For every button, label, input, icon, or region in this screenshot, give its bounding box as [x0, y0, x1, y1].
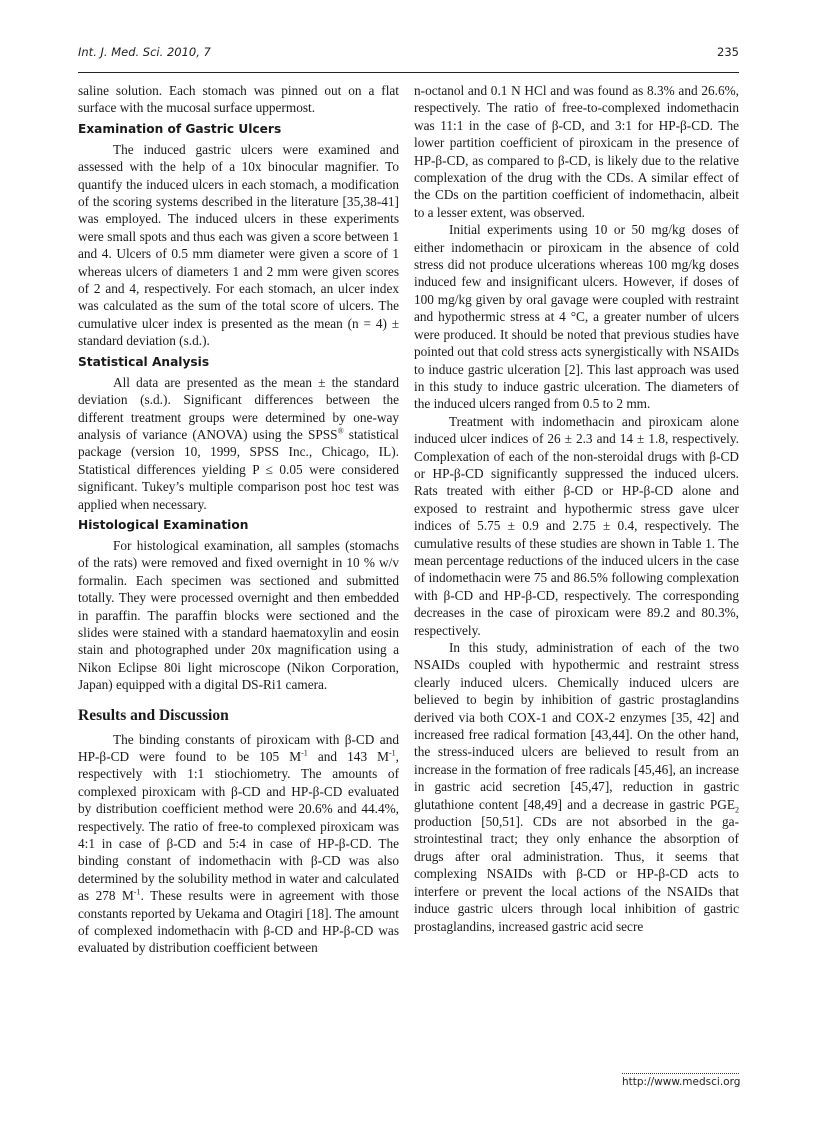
right-column — [414, 82, 739, 935]
left-column — [78, 82, 399, 957]
paragraph: saline solution. Each stomach was pinned out on a flat surface with the mucosal surface uppermost. — [78, 83, 399, 116]
registered-mark: ® — [337, 426, 344, 436]
paragraph: The induced gastric ulcers were examined and assessed with the help of a 10x binocular magnifier. To quantify the induced ulcers in each stomach, a modification of the scoring systems described in the literature [35,38-41] was employed. The induced ulcers in these experiments were small spots and thus each was given a score between 1 and 4. Ulcers of 0.5 mm diameter were given a score of 1 whereas ulcers of diameters 1 and 2 mm were given scores of 2 and 4, respectively. For each stomach, an ulcer index was calculated as the sum of the total score of ulcers. The cumulative ulcer index is presented as the mean (n = 4) ± standard deviation (s.d.). — [78, 141, 399, 349]
journal-citation: Int. J. Med. Sci. 2010, 7 — [78, 45, 211, 59]
paragraph: n-octanol and 0.1 N HCl and was found as 8.3% and 26.6%, respectively. The ratio of free-to-complexed indomethacin was 11:1 in the case of β-CD, and 3:1 for HP-β-CD. The lower partition coefficient of piroxicam in the presence of HP-β-CD, as compared to β-CD, is likely due to the relative complexation of the drug with the CDs. A similar effect of the CDs on the partition coefficient of indomethacin, albeit to a lesser extent, was observed. — [414, 83, 739, 220]
paragraph: For histological examination, all samples (stomachs of the rats) were removed and fixed overnight in 10 % w/v formalin. Each specimen was sectioned and submitted totally. They were processed overnight and then embedded in paraffin. The paraffin blocks were sectioned and the slides were stained with a standard haematoxylin and eosin stain and photographed under 20x magnification using a Nikon Eclipse 80i light microscope (Nikon Corporation, Japan) equipped with a digital DS-Ri1 camera. — [78, 537, 399, 693]
section-heading-histological-examination: Histological Examination — [78, 517, 249, 532]
running-header — [78, 45, 739, 65]
paragraph: The binding constants of piroxicam with β-CD and HP-β-CD were found to be 105 $M^{-1}$ and 143 $M^{-1}$, respectively with 1:1 stiochiometry. The amounts of complexed piroxicam with β-CD and HP-β-CD evaluated by distribution coefficient method were 20.6% and 44.4%, respectively. The ratio of free-to complexed piroxicam was 4:1 in case of β-CD and 5:4 in case of HP-β-CD. The binding constant of indomethacin with β-CD was also determined by the solubility method in water and calculated as 278 $M^{-1}$. These results were in agreement with those constants reported by Uekama and Otagiri [18]. The amount of complexed indomethacin with β-CD and HP-β-CD was evaluated by distribution coefficient between — [78, 731, 399, 956]
section-heading-gastric-ulcers: Examination of Gastric Ulcers — [78, 121, 282, 136]
paragraph: In this study, administration of each of the two NSAIDs coupled with hypothermic and restraint stress clearly induced ulcers. Chemically induced ulcers are believed to begin by inhibition of gastric prostaglandins derived via both COX-1 and COX-2 enzymes [35, 42] and increased free radical formation [43,44]. On the other hand, the stress-induced ulcers are believed to result from an increase in the formation of free radicals [45,46], an increase in gastric acid secretion [45,47], reduction in gastric glutathione content [48,49] and a decrease in gastric $PGE_2$ production [50,51]. CDs are not absorbed in the gastrointestinal tract; they only enhance the absorption of drugs after oral administration. Thus, it seems that complexing NSAIDs with β-CD or HP-β-CD acts to interfere or prevent the local actions of the NSAIDs that induce gastric ulcers through local inhibition of gastric prostaglandins, increased gastric acid secre — [414, 640, 739, 934]
paragraph: All data are presented as the mean ± the standard deviation (s.d.). Significant differences between the different treatment groups were determined by one-way analysis of variance (ANOVA) using the SPSS® statistical package (version 10, 1999, SPSS Inc., Chicago, IL). Statistical differences yielding P ≤ 0.05 were considered significant. Tukey’s multiple comparison post hoc test was applied when necessary. — [78, 374, 399, 512]
header-divider — [78, 72, 739, 73]
paragraph: Initial experiments using 10 or 50 mg/kg doses of either indomethacin or piroxicam in the absence of cold stress did not produce ulcerations whereas 100 mg/kg doses induced few and insignificant ulcers. However, if doses of 100 mg/kg given by oral gavage were coupled with restraint and hypothermic stress at 4 °C, a greater number of ulcers were produced. It should be noted that previous studies have pointed out that cold stress acts synergistically with NSAIDs to induce gastric ulceration [2]. This last approach was used in this study to induce gastric ulceration. The diameters of the induced ulcers ranged from 0.5 to 2 mm. — [414, 222, 739, 412]
section-heading-statistical-analysis: Statistical Analysis — [78, 354, 210, 369]
paragraph: Treatment with indomethacin and piroxicam alone induced ulcer indices of 26 ± 2.3 and 14 ± 1.8, respectively. Complexation of each of the non-steroidal drugs with β-CD or HP-β-CD significantly suppressed the induced ulcers. Rats treated with either β-CD or HP-β-CD alone and exposed to restraint and hypothermic stress gave ulcer indices of 5.75 ± 0.9 and 2.75 ± 0.4, respectively. The cumulative results of these studies are shown in Table 1. The mean percentage reductions of the induced ulcers in the case of indomethacin were 75 and 86.5% following complexation with β-CD and HP-β-CD, respectively. The corresponding decreases in the case of piroxicam were 89.2 and 80.3%, respectively. — [414, 413, 739, 638]
page-number: 235 — [717, 45, 739, 59]
footer-url-link[interactable]: http://www.medsci.org — [622, 1076, 741, 1088]
section-heading-results-discussion: Results and Discussion — [78, 706, 229, 724]
footer-divider — [622, 1073, 739, 1074]
